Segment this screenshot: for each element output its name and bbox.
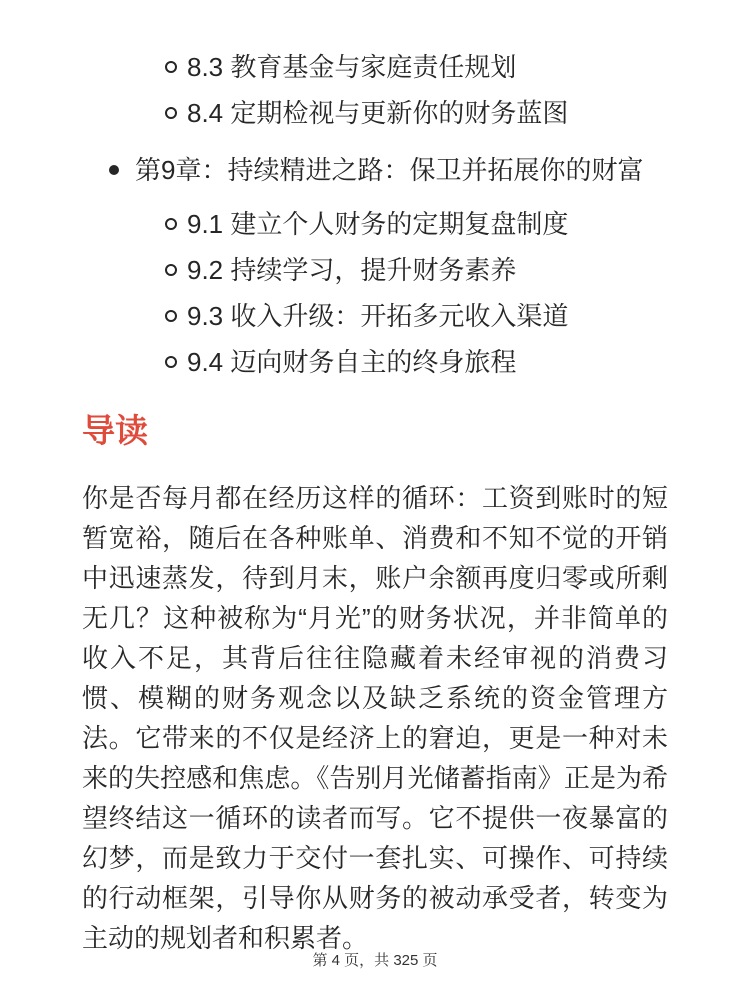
toc-item-label: 9.1 建立个人财务的定期复盘制度: [187, 209, 569, 239]
bullet-circle-icon: [165, 61, 177, 73]
bullet-circle-icon: [165, 264, 177, 276]
bullet-circle-icon: [165, 107, 177, 119]
toc-item-label: 第9章：持续精进之路：保卫并拓展你的财富: [135, 155, 644, 185]
bullet-circle-icon: [165, 310, 177, 322]
toc-item: [82, 339, 668, 385]
bullet-circle-icon: [165, 356, 177, 368]
toc-item: [82, 247, 668, 293]
toc-item-label: 8.3 教育基金与家庭责任规划: [187, 52, 517, 82]
toc-item: [82, 293, 668, 339]
table-of-contents: [82, 44, 668, 385]
page-content: [82, 0, 668, 984]
toc-item: [82, 201, 668, 247]
toc-item: [82, 44, 668, 90]
toc-item: [82, 90, 668, 136]
toc-item-chapter: [82, 147, 668, 193]
bullet-circle-icon: [165, 218, 177, 230]
toc-item-label: 8.4 定期检视与更新你的财务蓝图: [187, 98, 569, 128]
section-heading: 导读: [82, 412, 148, 449]
toc-item-label: 9.2 持续学习，提升财务素养: [187, 255, 517, 285]
toc-item-label: 9.3 收入升级：开拓多元收入渠道: [187, 301, 569, 331]
toc-item-label: 9.4 迈向财务自主的终身旅程: [187, 347, 517, 377]
page-indicator: 第 4 页，共 325 页: [312, 952, 438, 969]
bullet-disc-icon: [109, 165, 119, 175]
intro-paragraph: 你是否每月都在经历这样的循环：工资到账时的短暂宽裕，随后在各种账单、消费和不知不觉的开销中迅速蒸发，待到月末，账户余额再度归零或所剩无几？这种被称为“月光”的财务状况，并非简单的收入不足，其背后往往隐藏着未经审视的消费习惯、模糊的财务观念以及缺乏系统的资金管理方法。它带来的不仅是经济上的窘迫，更是一种对未来的失控感和焦虑。《告别月光储蓄指南》正是为希望终结这一循环的读者而写。它不提供一夜暴富的幻梦，而是致力于交付一套扎实、可操作、可持续的行动框架，引导你从财务的被动承受者，转变为主动的规划者和积累者。: [82, 483, 668, 954]
